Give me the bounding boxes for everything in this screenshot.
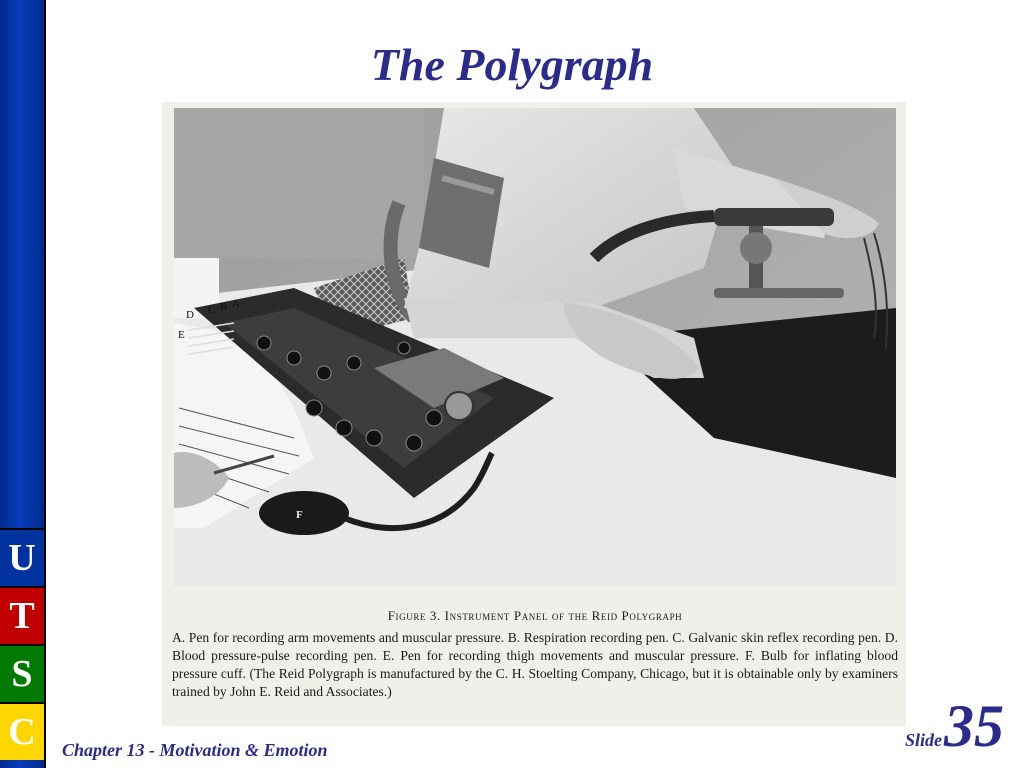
slide-number: 35: [944, 693, 1004, 759]
photo-label-b: B: [220, 301, 228, 313]
caption-title: Figure 3. Instrument Panel of the Reid Polygraph: [387, 608, 683, 623]
utsc-logo: [0, 528, 44, 760]
polygraph-illustration: [174, 108, 896, 586]
slide-number-group: [904, 693, 1004, 759]
figure-caption: [172, 608, 898, 701]
logo-block-s: [0, 644, 44, 702]
logo-letter-c: C: [8, 711, 36, 753]
side-rule: [44, 0, 46, 768]
caption-body: A. Pen for recording arm movements and muscular pressure. B. Respiration recording pen. C. Galvanic skin reflex recording pen. D. Blood pressure-pulse recording pen. E. Pen for recording thigh movements and muscular pressure. F. Bulb for inflating blood pressure cuff. (The Reid Polygraph is manufactured by the C. H. Stoelting Company, Chicago, but it is obtainable only by examiners trained by John E. Reid and Associates.): [172, 630, 898, 699]
logo-block-u: [0, 528, 44, 586]
photo-label-a: A: [232, 298, 240, 310]
photo-label-e: E: [178, 329, 185, 341]
logo-letter-s: S: [11, 653, 33, 695]
chapter-footer: Chapter 13 - Motivation & Emotion: [62, 740, 328, 760]
logo-block-c: [0, 702, 44, 760]
logo-letter-u: U: [8, 537, 36, 579]
photo-label-d: D: [186, 309, 194, 321]
logo-letter-t: T: [9, 595, 35, 637]
slide-label: Slide: [904, 730, 942, 750]
photo-label-f: F: [296, 509, 303, 521]
photo-label-c: C: [208, 304, 216, 316]
slide-title: The Polygraph: [370, 39, 654, 90]
figure-panel: [162, 102, 906, 726]
polygraph-photo: [174, 108, 896, 586]
logo-block-t: [0, 586, 44, 644]
